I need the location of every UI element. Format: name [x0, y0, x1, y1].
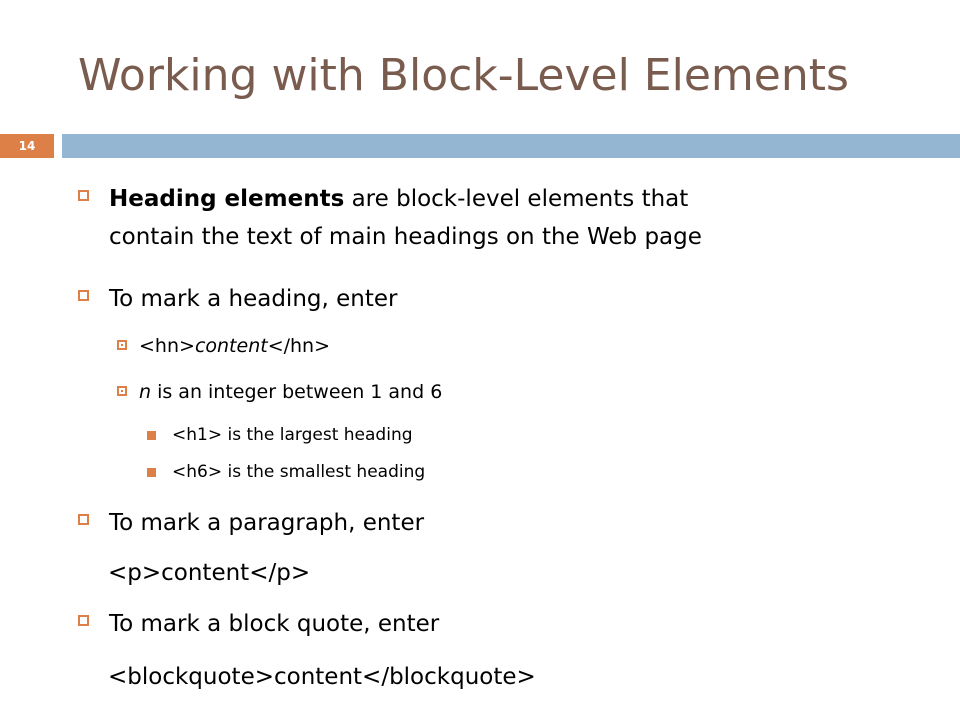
- bullet-heading-elements: [78, 180, 702, 256]
- bullet-text: [109, 180, 702, 256]
- filled-bullet-icon: [147, 431, 156, 440]
- sub-bullet-text-rest: is an integer between 1 and 6: [151, 381, 443, 403]
- bullet-mark-paragraph: [78, 504, 424, 542]
- code-close-tag: </hn>: [267, 335, 331, 357]
- bullet-mark-blockquote: [78, 605, 439, 643]
- square-bullet-icon: [78, 290, 89, 301]
- sub-sub-bullet-text: <h6> is the smallest heading: [172, 462, 426, 482]
- bullet-text-line2: contain the text of main headings on the Web page: [109, 224, 702, 250]
- bullet-text-rest: are block-level elements that: [344, 186, 689, 212]
- filled-bullet-icon: [147, 468, 156, 477]
- sub-bullet-text: [139, 378, 442, 406]
- sub-bullet-icon: [117, 386, 127, 396]
- code-content: content: [194, 335, 268, 357]
- square-bullet-icon: [78, 190, 89, 201]
- paragraph-code: <p>content</p>: [108, 560, 311, 586]
- sub-bullet-integer: [117, 378, 442, 406]
- bullet-mark-heading: [78, 280, 397, 318]
- slide-title: Working with Block-Level Elements: [78, 50, 849, 101]
- bullet-text: To mark a heading, enter: [109, 286, 398, 312]
- sub-sub-bullet-h1: [147, 422, 413, 448]
- bullet-text: To mark a paragraph, enter: [109, 510, 425, 536]
- slide-number: 14: [0, 134, 54, 158]
- sub-bullet-text: [139, 332, 330, 360]
- square-bullet-icon: [78, 514, 89, 525]
- code-open-tag: <hn>: [139, 335, 195, 357]
- sub-bullet-icon: [117, 340, 127, 350]
- sub-sub-bullet-h6: [147, 459, 425, 485]
- blockquote-code: <blockquote>content</blockquote>: [108, 664, 536, 690]
- bullet-text: To mark a block quote, enter: [109, 611, 440, 637]
- variable-n: n: [139, 381, 152, 403]
- bullet-strong-text: Heading elements: [109, 186, 345, 212]
- square-bullet-icon: [78, 615, 89, 626]
- sub-sub-bullet-text: <h1> is the largest heading: [172, 425, 413, 445]
- sub-bullet-hn: [117, 332, 330, 360]
